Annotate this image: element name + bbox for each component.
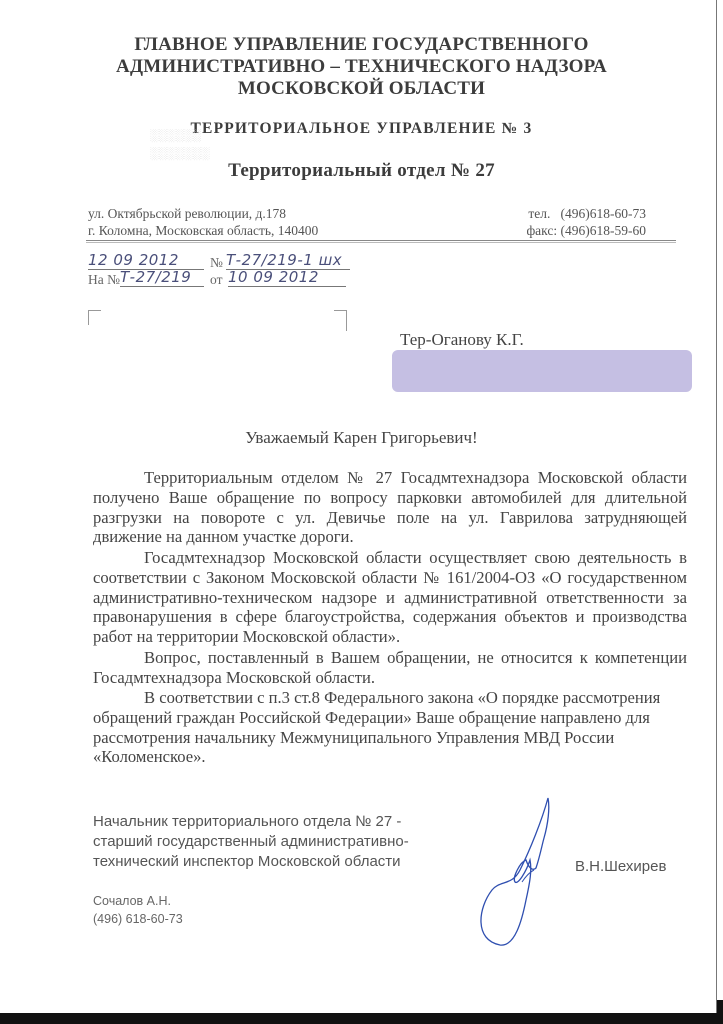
bleed-through-mark: ░░░░░░░	[150, 146, 210, 160]
scan-edge-bottom	[0, 1013, 723, 1024]
body-paragraph-1	[93, 468, 687, 547]
executor-block	[93, 892, 183, 928]
outgoing-number: Т-27/219-1 шх	[226, 251, 343, 269]
signatory-title	[93, 812, 409, 872]
reply-to-date: 10 09 2012	[228, 268, 319, 286]
address-street: ул. Октябрьской революции, д.178	[88, 206, 287, 221]
contact-block	[520, 205, 646, 239]
address-city: г. Коломна, Московская область, 140400	[88, 223, 319, 238]
body-paragraph-4	[93, 688, 673, 767]
signature-stroke	[481, 798, 549, 945]
signature-stroke	[522, 870, 534, 882]
signatory-title-line-2: старший государственный административно-	[93, 833, 409, 850]
agency-name-line-1: ГЛАВНОЕ УПРАВЛЕНИЕ ГОСУДАРСТВЕННОГО	[134, 34, 589, 55]
agency-name	[0, 34, 723, 100]
salutation: Уважаемый Карен Григорьевич!	[245, 428, 478, 447]
outgoing-date: 12 09 2012	[88, 251, 179, 269]
body-paragraph-2	[93, 548, 687, 647]
territorial-administration: ТЕРРИТОРИАЛЬНОЕ УПРАВЛЕНИЕ № 3	[190, 120, 533, 137]
phone-number: тел. (496)618-60-73	[528, 206, 646, 221]
executor-name: Сочалов А.Н.	[93, 894, 171, 908]
paragraph-text: Госадмтехнадзор Московской области осуществляет свою деятельность в соответствии с Законом Московской области № 161/2004-ОЗ «О государственном административно-техническом надзоре и административной ответственности за правонарушения в сфере благоустройства, содержания объектов и производства работ на территории Московской области».	[93, 548, 687, 647]
from-label: от	[210, 272, 223, 287]
signatory-title-line-3: технический инспектор Московской области	[93, 853, 401, 870]
reply-to-label: На №	[88, 272, 120, 287]
letterhead-divider	[86, 240, 676, 243]
fax-number: факс: (496)618-59-60	[526, 223, 646, 238]
paragraph-text: Территориальным отделом № 27 Госадмтехнадзора Московской области получено Ваше обращение по вопросу парковки автомобилей для длительной разгрузки на повороте с ул. Девичье поле на ул. Гаврилова затрудняющей движение на данном участке дороги.	[93, 468, 687, 547]
executor-phone: (496) 618-60-73	[93, 912, 183, 926]
bleed-through-mark: ░░░░░░	[150, 128, 202, 142]
agency-name-line-2: АДМИНИСТРАТИВНО – ТЕХНИЧЕСКОГО НАДЗОРА	[116, 56, 607, 77]
handwritten-signature-icon	[470, 790, 590, 950]
reply-to-date-field	[228, 268, 346, 287]
body-paragraph-3	[93, 648, 687, 688]
addressee-name: Тер-Оганову К.Г.	[400, 330, 524, 349]
signatory-title-line-1: Начальник территориального отдела № 27 -	[93, 813, 402, 830]
agency-name-line-3: МОСКОВСКОЙ ОБЛАСТИ	[237, 78, 486, 99]
redacted-address	[392, 350, 692, 392]
window-corner-left	[88, 310, 101, 325]
number-label: №	[210, 255, 223, 270]
paragraph-text: В соответствии с п.3 ст.8 Федерального закона «О порядке рассмотрения обращений граждан Российской Федерации» Ваше обращение направлено для рассмотрения начальнику Межмуниципального Управления МВД России «Коломенское».	[93, 688, 661, 767]
department-title: Территориальный отдел № 27	[228, 160, 495, 181]
scan-edge-right	[716, 0, 717, 1015]
window-corner-right	[334, 310, 347, 331]
scan-edge-corner	[717, 1000, 723, 1014]
address-block	[88, 205, 318, 239]
signatory-name: В.Н.Шехирев	[575, 858, 667, 875]
paragraph-text: Вопрос, поставленный в Вашем обращении, не относится к компетенции Госадмтехнадзора Московской области.	[93, 648, 687, 687]
reply-to-number-field	[120, 268, 204, 287]
reply-to-number: Т-27/219	[120, 268, 192, 286]
